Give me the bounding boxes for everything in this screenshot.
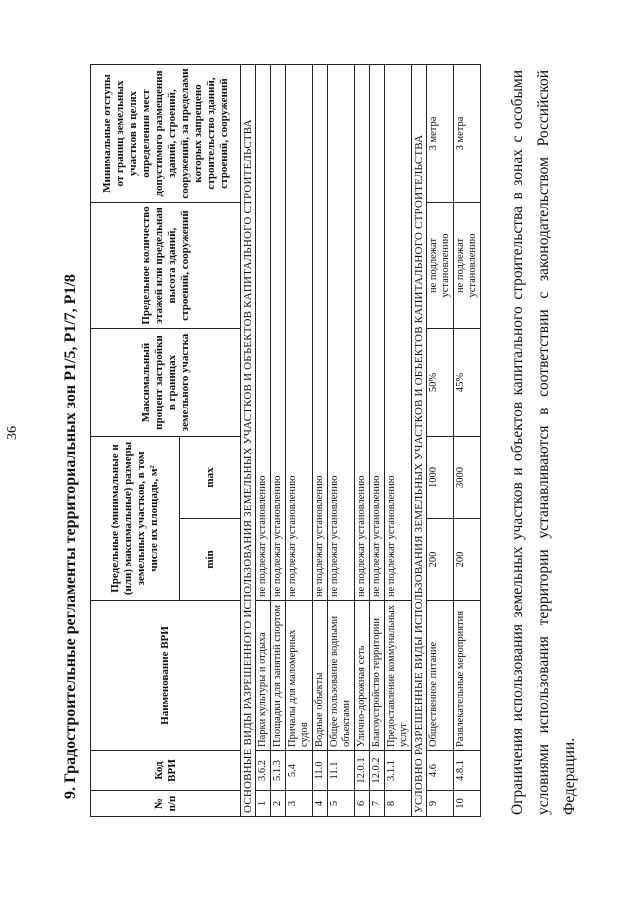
row-max: 1000 xyxy=(427,437,454,519)
row-value: не подлежат установлению xyxy=(286,65,313,601)
section-title: 9. Градостроительные регламенты территориальных зон Р1/5, Р1/7, Р1/8 xyxy=(62,274,79,799)
row-num: 2 xyxy=(271,791,286,817)
row-code: 3.6.2 xyxy=(256,751,271,791)
row-max: 3000 xyxy=(454,437,481,519)
row-num: 5 xyxy=(328,791,355,817)
row-code: 12.0.1 xyxy=(355,751,370,791)
row-value: не подлежат установлению xyxy=(313,65,328,601)
table-row xyxy=(286,65,313,817)
section-main: ОСНОВНЫЕ ВИДЫ РАЗРЕШЕННОГО ИСПОЛЬЗОВАНИЯ ЗЕМЕЛЬНЫХ УЧАСТКОВ И ОБЪЕКТОВ КАПИТАЛЬНОГО СТРОИТЕЛЬСТВА xyxy=(241,65,256,817)
row-value: не подлежат установлению xyxy=(370,65,385,601)
row-num: 1 xyxy=(256,791,271,817)
row-floors: не подлежат установлению xyxy=(427,203,454,329)
header-percent: Максимальный процент застройки в границах земельного участка xyxy=(91,329,241,437)
row-name: Улично-дорожная сеть xyxy=(355,601,370,751)
row-num: 10 xyxy=(454,791,481,817)
row-code: 3.1.1 xyxy=(385,751,412,791)
header-size: Предельные (минимальные и (или) максимальные) размеры земельных участков, в том числе их площадь, м² xyxy=(91,437,180,601)
table-row xyxy=(427,65,454,817)
header-max: max xyxy=(180,437,241,519)
table-row xyxy=(355,65,370,817)
row-code: 12.0.2 xyxy=(370,751,385,791)
page-number: 36 xyxy=(5,426,20,440)
row-code: 11.1 xyxy=(328,751,355,791)
row-value: не подлежат установлению xyxy=(385,65,412,601)
table-row xyxy=(370,65,385,817)
header-num: № п/п xyxy=(91,791,241,817)
table-row xyxy=(385,65,412,817)
row-code: 4.6 xyxy=(427,751,454,791)
regulations-table xyxy=(90,64,481,817)
table-row xyxy=(454,65,481,817)
row-floors: не подлежат установлению xyxy=(454,203,481,329)
row-value: не подлежат установлению xyxy=(256,65,271,601)
table-row xyxy=(328,65,355,817)
row-setback: 3 метра xyxy=(427,65,454,203)
row-name: Общее пользование водными объектами xyxy=(328,601,355,751)
row-name: Предоставление коммунальных услуг xyxy=(385,601,412,751)
row-value: не подлежат установлению xyxy=(271,65,286,601)
row-name: Площадки для занятий спортом xyxy=(271,601,286,751)
row-num: 4 xyxy=(313,791,328,817)
row-name: Общественное питание xyxy=(427,601,454,751)
row-setback: 3 метра xyxy=(454,65,481,203)
row-name: Развлекательные мероприятия xyxy=(454,601,481,751)
footer-text: Ограничения использования земельных участков и объектов капитального строительства в зонах с особыми условиями использования территории устанавливаются в соответствии с законодательством Российской Федерации. xyxy=(509,70,578,815)
row-name: Благоустройство территории xyxy=(370,601,385,751)
header-setback: Минимальные отступы от границ земельных участков в целях определения мест допустимого размещения зданий, строений, сооружений, за пределами которых запрещено строительство зданий, строений, сооружений xyxy=(91,65,241,203)
header-name: Наименование ВРИ xyxy=(91,601,241,751)
row-code: 5.1.3 xyxy=(271,751,286,791)
table-row xyxy=(313,65,328,817)
header-min: min xyxy=(180,519,241,601)
row-name: Парки культуры и отдыха xyxy=(256,601,271,751)
row-code: 5.4 xyxy=(286,751,313,791)
section-conditional: УСЛОВНО РАЗРЕШЕННЫЕ ВИДЫ ИСПОЛЬЗОВАНИЯ ЗЕМЕЛЬНЫХ УЧАСТКОВ И ОБЪЕКТОВ КАПИТАЛЬНОГО СТРОИТЕЛЬСТВА xyxy=(412,65,427,817)
row-code: 11.0 xyxy=(313,751,328,791)
row-num: 7 xyxy=(370,791,385,817)
row-value: не подлежат установлению xyxy=(355,65,370,601)
header-row xyxy=(91,65,180,817)
row-num: 6 xyxy=(355,791,370,817)
row-name: Причалы для маломерных судов xyxy=(286,601,313,751)
header-floors: Предельное количество этажей или предельная высота зданий, строений, сооружений xyxy=(91,203,241,329)
section-row xyxy=(241,65,256,817)
table-row xyxy=(271,65,286,817)
row-code: 4.8.1 xyxy=(454,751,481,791)
row-num: 9 xyxy=(427,791,454,817)
row-percent: 50% xyxy=(427,329,454,437)
row-num: 3 xyxy=(286,791,313,817)
row-num: 8 xyxy=(385,791,412,817)
section-row xyxy=(412,65,427,817)
row-percent: 45% xyxy=(454,329,481,437)
row-value: не подлежат установлению xyxy=(328,65,355,601)
row-min: 200 xyxy=(454,519,481,601)
row-name: Водные объекты xyxy=(313,601,328,751)
table-row xyxy=(256,65,271,817)
header-code: Код ВРИ xyxy=(91,751,241,791)
row-min: 200 xyxy=(427,519,454,601)
